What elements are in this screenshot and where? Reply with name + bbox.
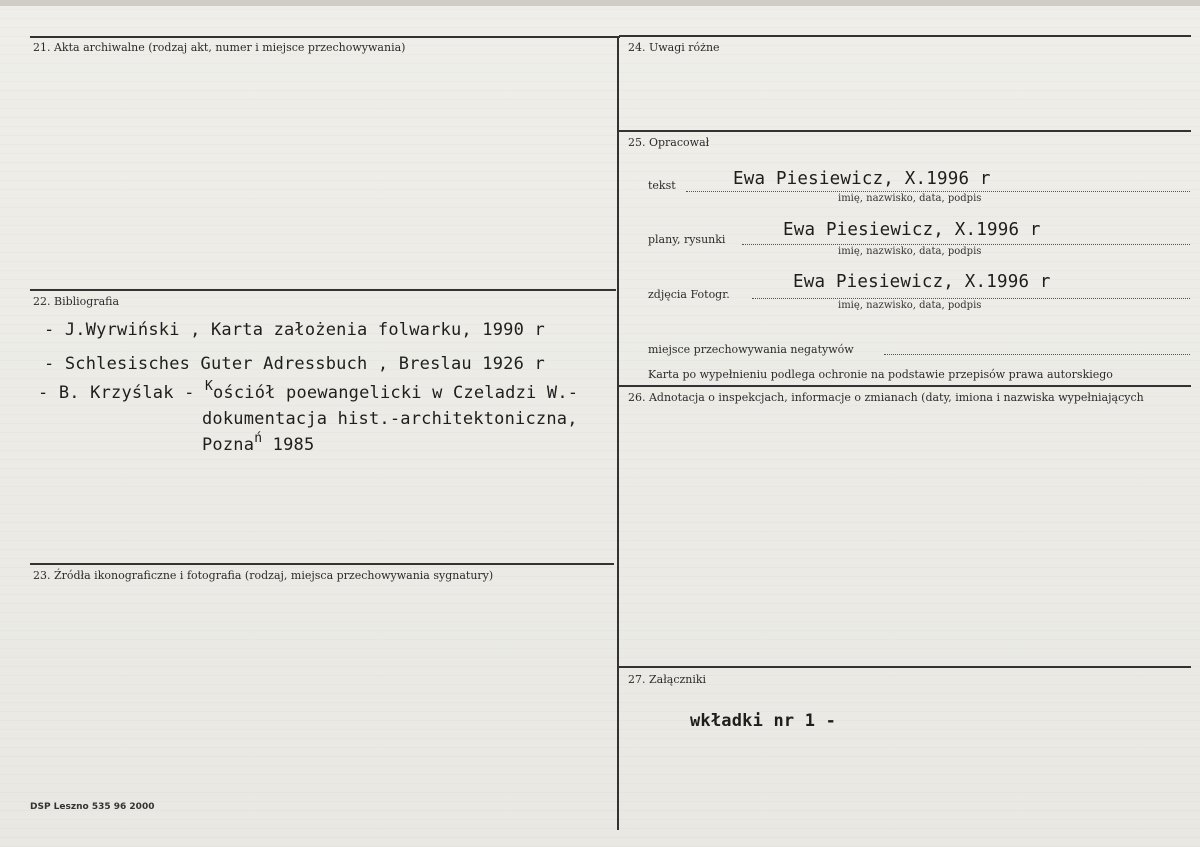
center-divider (617, 36, 619, 830)
row-zdjecia-value: Ewa Piesiewicz, X.1996 r (793, 272, 1051, 292)
bibliography-entry-3-title: ościół poewangelicki w Czeladzi W.- (213, 383, 579, 403)
bibliography-entry-3-line-1 (38, 379, 579, 403)
divider-section-25 (619, 130, 1191, 132)
bibliography-entry-3-line-3 (202, 431, 315, 455)
negatives-label: miejsce przechowywania negatywów (648, 343, 854, 356)
section-27-label: 27. Załączniki (628, 673, 707, 686)
bibliography-entry-3-line-2: dokumentacja hist.-architektoniczna, (202, 409, 578, 429)
row-zdjecia-label: zdjęcia Fotogr. (648, 288, 730, 301)
section-25-label: 25. Opracował (628, 136, 710, 149)
row-tekst-value: Ewa Piesiewicz, X.1996 r (733, 169, 991, 189)
row-plany-caption: imię, nazwisko, data, podpis (838, 246, 982, 257)
attachments-value: wkładki nr 1 - (690, 711, 837, 731)
row-plany-value: Ewa Piesiewicz, X.1996 r (783, 220, 1041, 240)
section-24-label: 24. Uwagi różne (628, 41, 720, 54)
copyright-note: Karta po wypełnieniu podlega ochronie na podstawie przepisów prawa autorskiego (648, 368, 1113, 381)
divider-section-23 (30, 563, 614, 565)
row-tekst-caption: imię, nazwisko, data, podpis (838, 193, 982, 204)
negatives-dotted-line (884, 354, 1190, 355)
print-code: DSP Leszno 535 96 2000 (30, 802, 155, 812)
bibliography-entry-3-city: Pozna (202, 435, 255, 455)
section-21-label: 21. Akta archiwalne (rodzaj akt, numer i miejsce przechowywania) (33, 41, 406, 54)
bibliography-entry-3-superscript-k: K (204, 379, 213, 394)
divider-section-22 (30, 289, 616, 291)
divider-section-27 (619, 666, 1191, 668)
row-plany-label: plany, rysunki (648, 233, 726, 246)
divider-section-26 (619, 385, 1191, 387)
row-plany-dotted-line (742, 244, 1190, 245)
row-tekst-dotted-line (686, 191, 1190, 192)
bibliography-entry-2: - Schlesisches Guter Adressbuch , Breslau 1926 r (44, 354, 545, 374)
section-26-label: 26. Adnotacja o inspekcjach, informacje o zmianach (daty, imiona i nazwiska wypełniających (628, 391, 1144, 404)
row-zdjecia-dotted-line (752, 298, 1190, 299)
bibliography-entry-3-superscript-n: ń (254, 431, 263, 446)
divider-top-right (619, 35, 1191, 37)
section-22-label: 22. Bibliografia (33, 295, 120, 308)
row-tekst-label: tekst (648, 179, 676, 192)
row-zdjecia-caption: imię, nazwisko, data, podpis (838, 300, 982, 311)
bibliography-entry-1: - J.Wyrwiński , Karta założenia folwarku, 1990 r (44, 320, 545, 340)
top-edge (0, 0, 1200, 6)
section-23-label: 23. Źródła ikonograficzne i fotografia (rodzaj, miejsca przechowywania sygnatury) (33, 569, 494, 582)
bibliography-entry-3-year: 1985 (262, 435, 315, 455)
divider-top-left (30, 36, 620, 38)
bibliography-entry-3-author: - B. Krzyślak - (38, 383, 195, 403)
